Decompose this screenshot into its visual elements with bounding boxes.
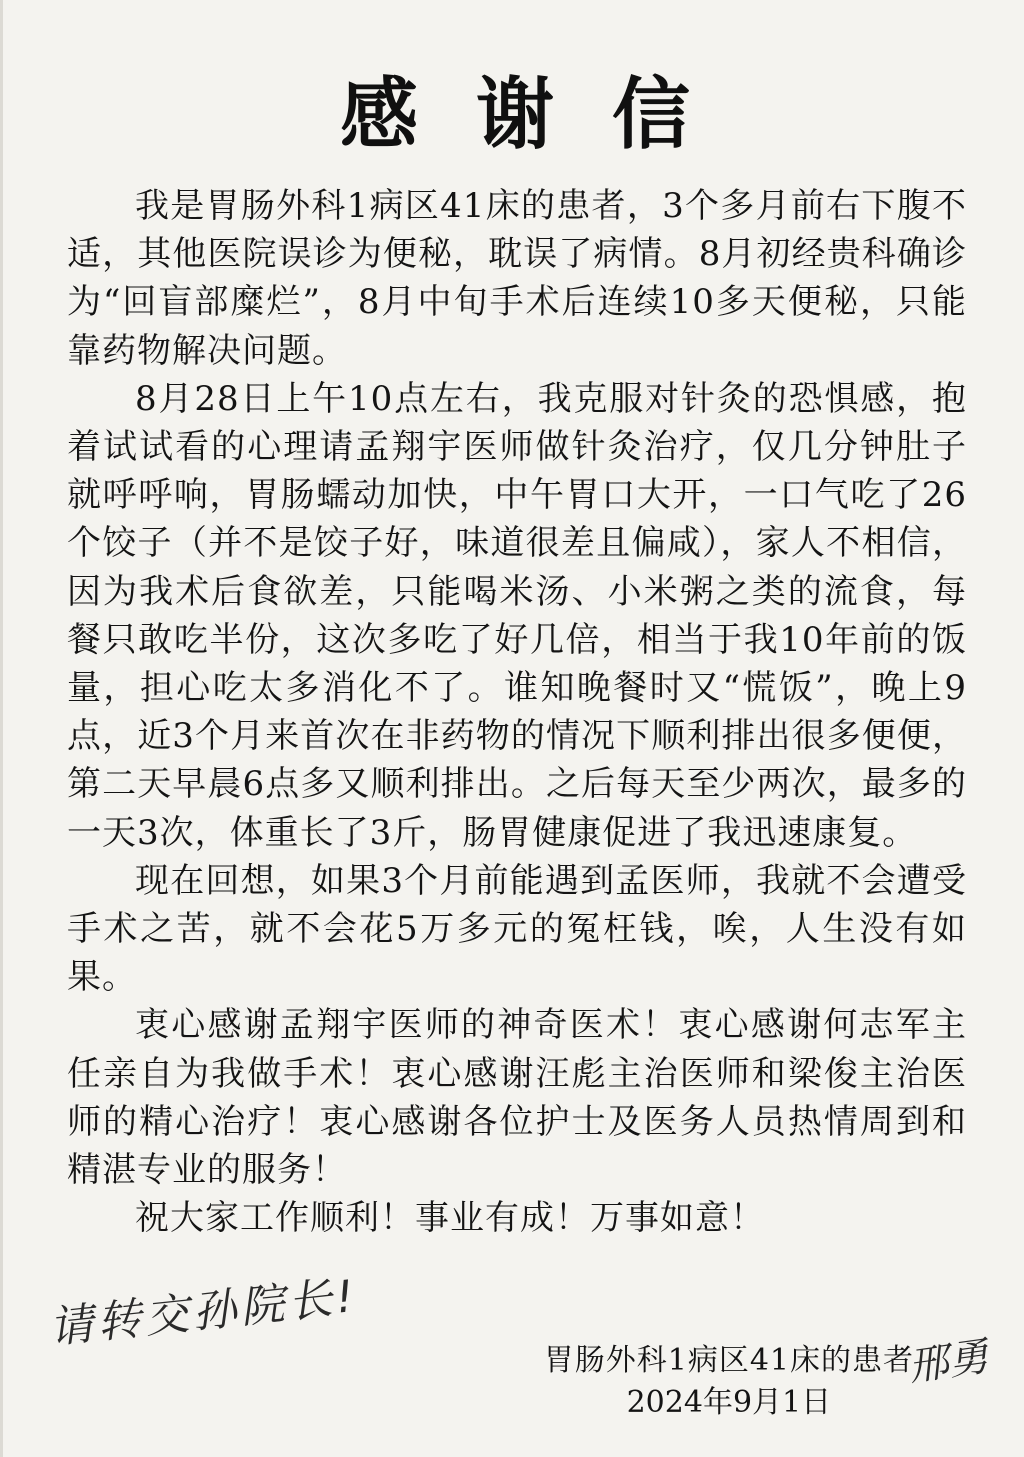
handwritten-note: 请转交孙院长! [46, 1270, 361, 1354]
letter-body [67, 182, 967, 1242]
signature-block [544, 1340, 914, 1424]
letter-title: 感谢信 [339, 70, 748, 160]
signature-line: 胃肠外科1病区41床的患者 [543, 1343, 914, 1378]
handwritten-signature: 邢勇 [905, 1333, 992, 1391]
paragraph-2: 8月28日上午10点左右，我克服对针灸的恐惧感，抱着试试看的心理请孟翔宇医师做针灸治疗，仅几分钟肚子就呼呼响，胃肠蠕动加快，中午胃口大开，一口气吃了26个饺子（并不是饺子好，味道很差且偏咸），家人不相信，因为我术后食欲差，只能喝米汤、小米粥之类的流食，每餐只敢吃半份，这次多吃了好几倍，相当于我10年前的饭量，担心吃太多消化不了。谁知晚餐时又“慌饭”，晚上9点，近3个月来首次在非药物的情况下顺利排出很多便便，第二天早晨6点多又顺利排出。之后每天至少两次，最多的一天3次，体重长了3斤，肠胃健康促进了我迅速康复。 [67, 378, 967, 853]
paragraph-4: 衷心感谢孟翔宇医师的神奇医术！衷心感谢何志军主任亲自为我做手术！衷心感谢汪彪主治医师和梁俊主治医师的精心治疗！衷心感谢各位护士及医务人员热情周到和精湛专业的服务！ [67, 1005, 967, 1191]
letter-date: 2024年9月1日 [626, 1385, 832, 1420]
paragraph-1: 我是胃肠外科1病区41床的患者，3个多月前右下腹不适，其他医院误诊为便秘，耽误了病情。8月初经贵科确诊为“回盲部糜烂”，8月中旬手术后连续10多天便秘，只能靠药物解决问题。 [67, 186, 967, 371]
closing-wish: 祝大家工作顺利！事业有成！万事如意！ [135, 1198, 765, 1239]
paragraph-3: 现在回想，如果3个月前能遇到孟医师，我就不会遭受手术之苦，就不会花5万多元的冤枉钱，唉，人生没有如果。 [67, 860, 967, 998]
